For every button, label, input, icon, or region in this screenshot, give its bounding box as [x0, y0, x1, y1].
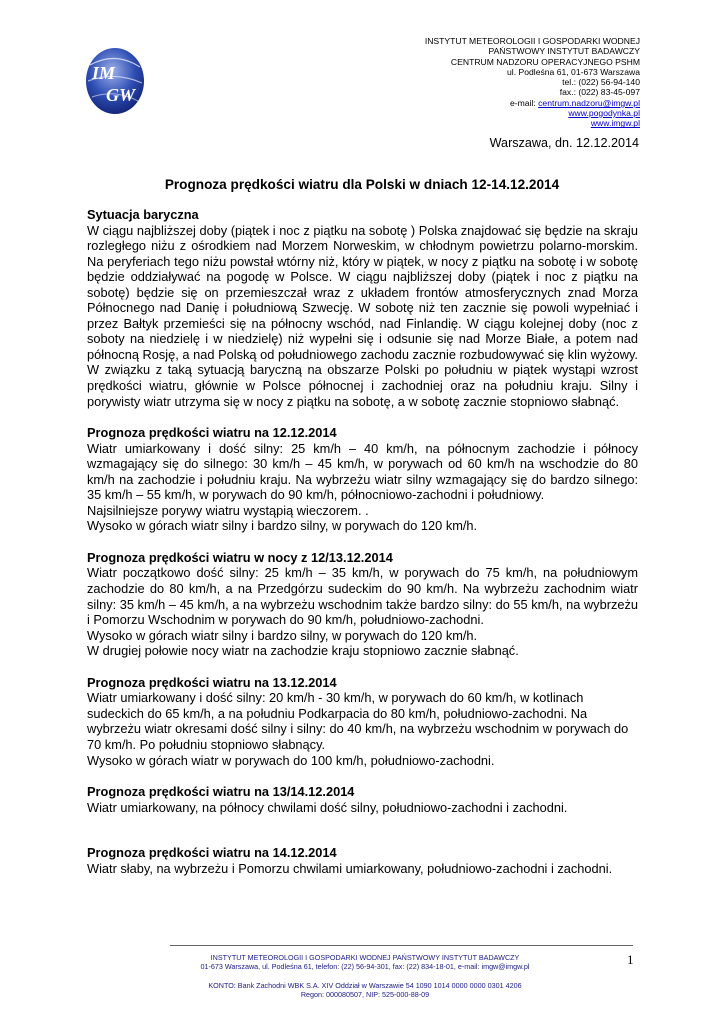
dateline: Warszawa, dn. 12.12.2014 [489, 136, 639, 150]
section-heading: Prognoza prędkości wiatru na 13/14.12.2014 [87, 784, 355, 800]
section-forecast-14 [87, 845, 638, 876]
header-fax: fax.: (022) 83-45-097 [559, 87, 640, 98]
footer-institute: INSTYTUT METEOROLOGII I GOSPODARKI WODNEJ PAŃSTWOWY INSTYTUT BADAWCZY [210, 953, 520, 962]
footer-divider [170, 945, 633, 946]
section-paragraph: Wysoko w górach wiatr silny i bardzo silny, w porywach do 120 km/h. [87, 627, 478, 643]
header-email-label: e-mail: [509, 97, 539, 108]
svg-text:GW: GW [106, 85, 136, 105]
institute-header [425, 36, 640, 129]
section-heading: Sytuacja baryczna [87, 207, 199, 222]
header-line-institute: INSTYTUT METEOROLOGII I GOSPODARKI WODNEJ [424, 36, 640, 46]
imgw-logo [84, 45, 146, 115]
section-paragraph: Wysoko w górach wiatr w porywach do 100 km/h, południowo-zachodni. [87, 752, 495, 768]
header-email-row [425, 98, 640, 108]
document-title: Prognoza prędkości wiatru dla Polski w dniach 12-14.12.2014 [164, 177, 560, 192]
section-paragraph: W ciągu najbliższej doby (piątek i noc z piątku na sobotę ) Polska znajdować się będzie na skraju rozległego niżu z ośrodkiem nad Morzem Norweskim, w chłodnym powietrzu polarno-morskim. Na peryferiach tego niżu powstał wtórny niż, który w piątek, w nocy z piątku na sobotę i w sobotę będzie oddziaływać na pogodę w Polsce. W ciągu najbliższej doby (piątek i noc z piątku na sobotę) będzie się on przemieszczał wraz z układem frontów atmosferycznych znad Morza Północnego nad Danię i południową Szwecję. W sobotę niż ten zacznie się powoli wypełniać i przez Bałtyk przemieści się na północny wschód, nad Finlandię. W ciągu kolejnej doby (noc z soboty na niedzielę i w niedzielę) niż wypełni się i odsunie się nad Morze Białe, a potem nad północną Rosję, a nad Polską od południowego zachodu zacznie rozbudowywać się klin wyżowy. W związku z taką sytuacją baryczną na obszarze Polski po południu w piątek wystąpi wzrost prędkości wiatru, głównie w Polsce północnej i zachodniej oraz na południu kraju. Silny i porywisty wiatr utrzyma się w nocy z piątku na sobotę, a w sobotę zacznie stopniowo słabnąć. [87, 222, 638, 409]
footer-account: KONTO: Bank Zachodni WBK S.A. XIV Oddział w Warszawie 54 1090 1014 0000 0000 0301 4206 [208, 981, 522, 990]
header-site-imgw[interactable]: www.imgw.pl [590, 118, 640, 129]
section-heading: Prognoza prędkości wiatru na 14.12.2014 [87, 845, 337, 861]
section-forecast-12 [87, 425, 638, 534]
header-line-center: CENTRUM NADZORU OPERACYJNEGO PSHM [450, 56, 640, 67]
header-tel: tel.: (022) 56-94-140 [562, 77, 640, 88]
page-number: 1 [627, 952, 634, 967]
section-heading: Prognoza prędkości wiatru na 12.12.2014 [87, 425, 337, 441]
section-paragraph: Najsilniejsze porywy wiatru wystąpią wieczorem. . [87, 502, 369, 518]
footer-contact [170, 953, 560, 972]
section-paragraph: Wiatr umiarkowany i dość silny: 20 km/h - 30 km/h, w porywach do 60 km/h, w kotlinach sudeckich do 65 km/h, a na południu Podkarpacia do 80 km/h, południowo-zachodni. Na wybrzeżu wiatr okresami dość silny i silny: do 40 km/h, na wybrzeżu wschodnim w porywach do 70 km/h. Po południu stopniowo słabnący. [87, 690, 629, 752]
footer-regon: Regon: 000080507, NIP: 525-000-88-09 [300, 990, 430, 1000]
section-forecast-night-12-13 [87, 550, 638, 659]
section-paragraph: Wiatr słaby, na wybrzeżu i Pomorzu chwilami umiarkowany, południowo-zachodni i zachodni. [87, 860, 613, 876]
footer-bank [170, 981, 560, 1000]
header-address: ul. Podleśna 61, 01-673 Warszawa [507, 66, 640, 77]
section-forecast-13-14 [87, 784, 638, 815]
section-paragraph: Wiatr umiarkowany i dość silny: 25 km/h – 40 km/h, na północnym zachodzie i północy wzmagający się do silnego: 30 km/h – 45 km/h, w porywach od 60 km/h na wschodzie do 80 km/h na zachodzie i południu kraju. Na wybrzeżu wiatr silny wzmagający się do bardzo silnego: 35 km/h – 55 km/h, w porywach do 90 km/h, północniowo-zachodni i południowy. [87, 440, 638, 503]
section-forecast-13 [87, 675, 638, 768]
header-site-pogodynka[interactable]: www.pogodynka.pl [568, 108, 640, 119]
section-paragraph: Wiatr początkowo dość silny: 25 km/h – 35 km/h, w porywach do 75 km/h, na południowym zachodzie do 80 km/h, a na Przedgórzu sudeckim do 90 km/h. Na wybrzeżu zachodnim wiatr silny: 35 km/h – 45 km/h, a na wybrzeżu wschodnim także bardzo silny: do 55 km/h, na wybrzeżu i Pomorzu Wschodnim w porywach do 90 km/h, południowo-zachodni. [87, 565, 638, 628]
section-paragraph: W drugiej połowie nocy wiatr na zachodzie kraju stopniowo zacznie słabnąć. [87, 643, 519, 659]
section-synoptic [87, 207, 638, 409]
section-paragraph: Wiatr umiarkowany, na północy chwilami dość silny, południowo-zachodni i zachodni. [87, 799, 568, 815]
section-heading: Prognoza prędkości wiatru w nocy z 12/13.12.2014 [87, 549, 393, 565]
footer-address: 01-673 Warszawa, ul. Podleśna 61, telefon: (22) 56-94-301, fax: (22) 834-18-01, e-mail: imgw@imgw.pl [200, 962, 530, 972]
header-email-link[interactable]: centrum.nadzoru@imgw.pl [538, 97, 640, 108]
svg-text:IM: IM [92, 63, 116, 83]
document-body [87, 207, 638, 892]
section-paragraph: Wysoko w górach wiatr silny i bardzo silny, w porywach do 120 km/h. [87, 518, 478, 534]
section-heading: Prognoza prędkości wiatru na 13.12.2014 [87, 674, 337, 690]
header-line-research: PAŃSTWOWY INSTYTUT BADAWCZY [488, 46, 640, 57]
